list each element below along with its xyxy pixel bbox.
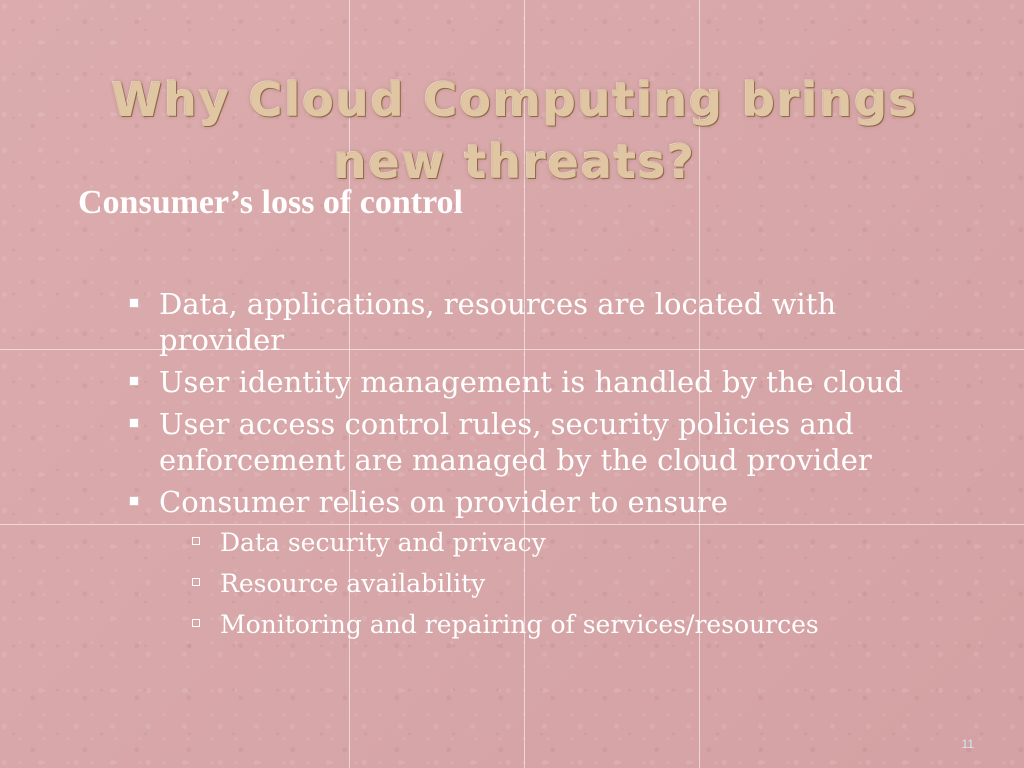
slide-content (128, 286, 948, 649)
sub-bullet-item: Resource availability (189, 565, 948, 602)
bullet-item-with-sublist (128, 484, 948, 643)
sub-bullet-list (189, 524, 948, 643)
sub-bullet-item: Monitoring and repairing of services/resources (189, 606, 948, 643)
slide-title: Why Cloud Computing brings new threats? (111, 72, 919, 189)
bullet-item: User identity management is handled by the cloud (128, 364, 948, 400)
bullet-item: User access control rules, security policies and enforcement are managed by the cloud provider (128, 406, 948, 478)
slide-subtitle: Consumer’s loss of control (78, 184, 463, 221)
bullet-item-label: Consumer relies on provider to ensure (159, 485, 728, 519)
main-bullet-list (128, 286, 948, 643)
sub-bullet-item: Data security and privacy (189, 524, 948, 561)
bullet-item: Data, applications, resources are located with provider (128, 286, 948, 358)
page-number: 11 (961, 737, 974, 751)
